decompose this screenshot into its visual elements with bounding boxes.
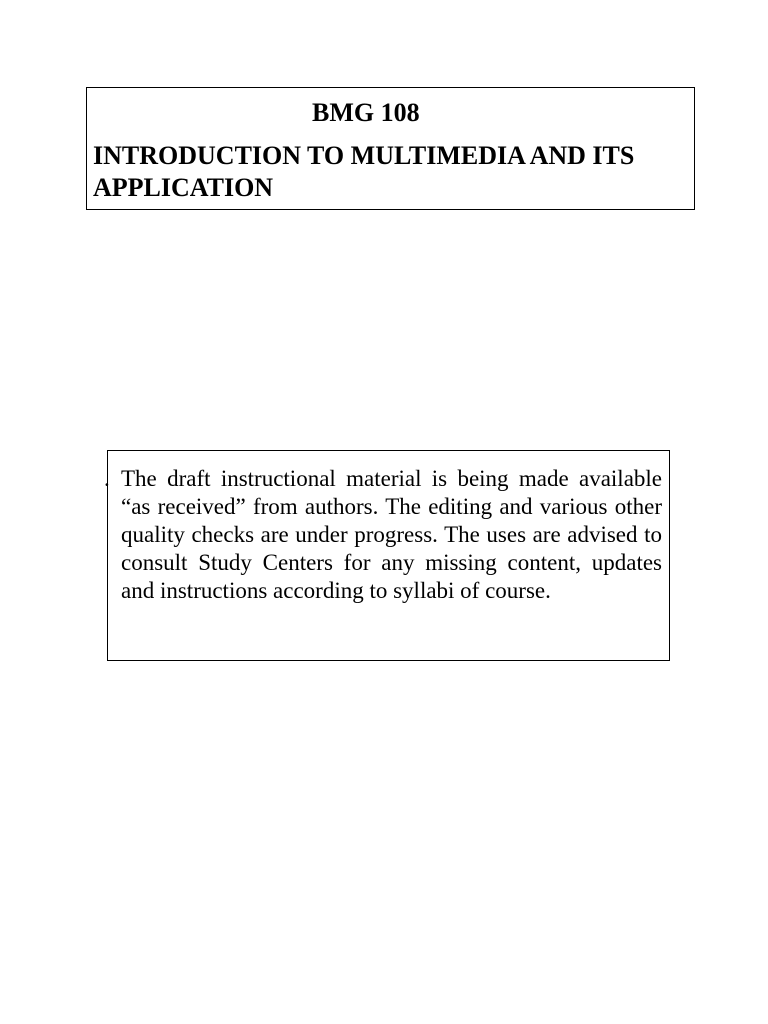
notice-marker: . xyxy=(104,466,110,491)
notice-box xyxy=(104,450,670,661)
course-title: INTRODUCTION TO MULTIMEDIA AND ITS APPLICATION xyxy=(93,141,635,202)
course-code: BMG 108 xyxy=(312,98,420,127)
notice-text: The draft instructional material is being made available “as received” from authors. The editing and various other quality checks are under progress. The uses are advised to consult Study Centers for any missing content, updates and instructions according to syllabi of course. xyxy=(121,466,662,603)
course-title-box xyxy=(86,87,695,210)
